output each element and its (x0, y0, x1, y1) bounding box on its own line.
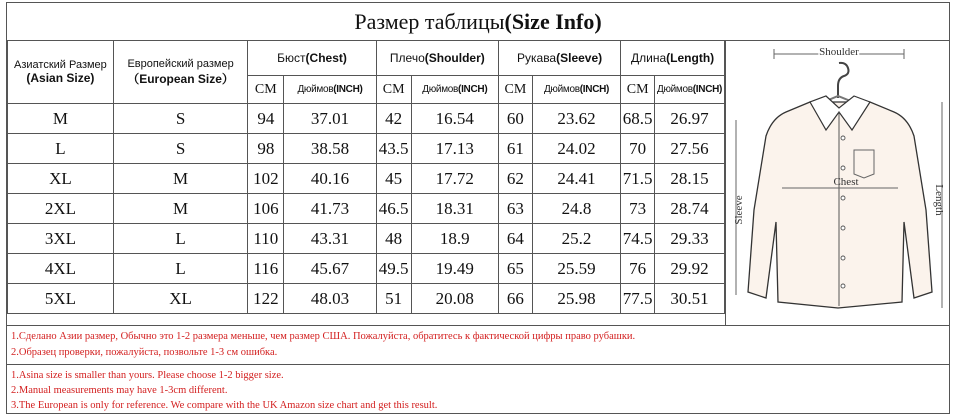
shirt-illustration (726, 40, 950, 325)
inch-unit-en: (INCH) (333, 84, 363, 95)
table-row (8, 134, 725, 164)
length-cm-cell: 71.5 (621, 164, 655, 194)
asian-size-header-en: (Asian Size) (26, 71, 95, 85)
notes-english (7, 364, 949, 413)
size-table (7, 40, 725, 314)
chest-inch-cell: 37.01 (284, 104, 376, 134)
length-cm-cell: 68.5 (621, 104, 655, 134)
inch-unit-ru: Дюймов (422, 84, 459, 95)
size-chart (6, 2, 950, 414)
length-cm-cell: 70 (621, 134, 655, 164)
length-inch-cell: 30.51 (655, 284, 725, 314)
table-row (8, 254, 725, 284)
sleeve-cm-cell: 66 (498, 284, 532, 314)
length-cm-cell: 77.5 (621, 284, 655, 314)
sleeve-header-ru: Рукава (517, 51, 557, 65)
shoulder-inch-cell: 20.08 (411, 284, 498, 314)
european-size-cell: XL (113, 284, 248, 314)
sleeve-inch-cell: 25.98 (532, 284, 620, 314)
inch-unit-en: (INCH) (579, 84, 610, 95)
chest-cm-cell: 106 (248, 194, 284, 224)
sleeve-inch-cell: 24.41 (532, 164, 620, 194)
note-ru-1: 1.Сделано Азии размер, Обычно это 1-2 размера меньше, чем размер США. Пожалуйста, обратитесь к фактической цифры право рубашки. (11, 331, 636, 342)
title-prefix: Размер таблицы (354, 8, 505, 34)
sleeve-cm-unit: CM (498, 76, 532, 104)
length-header (621, 41, 725, 76)
shoulder-header-en: (Shoulder) (424, 51, 485, 65)
length-inch-cell: 28.15 (655, 164, 725, 194)
sleeve-header-en: (Sleeve) (556, 51, 603, 65)
length-inch-unit (655, 76, 725, 104)
asian-size-cell: M (8, 104, 114, 134)
length-inch-cell: 29.33 (655, 224, 725, 254)
sleeve-inch-cell: 23.62 (532, 104, 620, 134)
shoulder-header (376, 41, 498, 76)
shoulder-cm-cell: 45 (376, 164, 411, 194)
chest-cm-cell: 122 (248, 284, 284, 314)
asian-size-cell: 5XL (8, 284, 114, 314)
sleeve-inch-cell: 25.2 (532, 224, 620, 254)
shoulder-cm-cell: 51 (376, 284, 411, 314)
inch-unit-ru: Дюймов (543, 84, 580, 95)
european-size-cell: L (113, 254, 248, 284)
length-cm-unit: CM (621, 76, 655, 104)
sleeve-inch-cell: 25.59 (532, 254, 620, 284)
shoulder-cm-cell: 43.5 (376, 134, 411, 164)
european-size-cell: S (113, 134, 248, 164)
sleeve-cm-cell: 61 (498, 134, 532, 164)
sleeve-cm-cell: 63 (498, 194, 532, 224)
notes-russian (7, 325, 949, 364)
chest-cm-cell: 116 (248, 254, 284, 284)
sleeve-inch-cell: 24.8 (532, 194, 620, 224)
shoulder-inch-cell: 19.49 (411, 254, 498, 284)
chest-inch-unit (284, 76, 376, 104)
table-row (8, 224, 725, 254)
length-cm-cell: 74.5 (621, 224, 655, 254)
shoulder-inch-cell: 17.13 (411, 134, 498, 164)
european-size-cell: M (113, 164, 248, 194)
sleeve-header (498, 41, 620, 76)
length-inch-cell: 27.56 (655, 134, 725, 164)
asian-size-cell: L (8, 134, 114, 164)
chest-header (248, 41, 376, 76)
shoulder-inch-cell: 18.9 (411, 224, 498, 254)
shirt-body (748, 102, 932, 308)
inch-unit-ru: Дюймов (656, 84, 693, 95)
length-label: Length (933, 184, 945, 216)
sleeve-inch-unit (532, 76, 620, 104)
note-en-2: 2.Manual measurements may have 1-3cm different. (11, 385, 228, 396)
european-size-cell: S (113, 104, 248, 134)
sleeve-inch-cell: 24.02 (532, 134, 620, 164)
chest-cm-cell: 102 (248, 164, 284, 194)
inch-unit-en: (INCH) (692, 84, 723, 95)
asian-size-header (8, 41, 114, 104)
asian-size-header-ru: Азиатский Размер (14, 59, 107, 71)
chest-cm-cell: 94 (248, 104, 284, 134)
shoulder-inch-cell: 17.72 (411, 164, 498, 194)
shoulder-cm-cell: 42 (376, 104, 411, 134)
chest-inch-cell: 45.67 (284, 254, 376, 284)
inch-unit-en: (INCH) (458, 84, 488, 95)
european-size-header-ru: Европейский размер (127, 57, 234, 70)
chest-header-ru: Бюст (277, 51, 306, 65)
table-row (8, 194, 725, 224)
length-header-ru: Длина (631, 51, 667, 65)
sleeve-cm-cell: 64 (498, 224, 532, 254)
shoulder-inch-unit (411, 76, 498, 104)
length-cm-cell: 76 (621, 254, 655, 284)
shoulder-cm-cell: 48 (376, 224, 411, 254)
chest-cm-cell: 110 (248, 224, 284, 254)
asian-size-cell: 3XL (8, 224, 114, 254)
length-header-en: (Length) (666, 51, 715, 65)
sleeve-cm-cell: 60 (498, 104, 532, 134)
table-row (8, 284, 725, 314)
shoulder-cm-cell: 46.5 (376, 194, 411, 224)
length-inch-cell: 26.97 (655, 104, 725, 134)
chest-inch-cell: 48.03 (284, 284, 376, 314)
european-size-cell: M (113, 194, 248, 224)
sleeve-label: Sleeve (733, 195, 745, 225)
european-size-cell: L (113, 224, 248, 254)
european-size-header-en: （European Size） (127, 71, 234, 86)
table-row (8, 104, 725, 134)
shoulder-label: Shoulder (819, 46, 859, 58)
chest-label: Chest (833, 176, 859, 188)
chest-header-en: (Chest) (305, 51, 347, 65)
shoulder-header-ru: Плечо (389, 51, 425, 65)
inch-unit-ru: Дюймов (297, 84, 334, 95)
sleeve-cm-cell: 65 (498, 254, 532, 284)
note-en-1: 1.Asina size is smaller than yours. Please choose 1-2 bigger size. (11, 370, 284, 381)
chest-cm-cell: 98 (248, 134, 284, 164)
shoulder-cm-cell: 49.5 (376, 254, 411, 284)
page-title (7, 3, 949, 41)
chest-inch-cell: 41.73 (284, 194, 376, 224)
title-bold: (Size Info) (504, 8, 602, 34)
note-ru-2: 2.Образец проверки, пожалуйста, позвольте 1-3 см ошибка. (11, 347, 278, 358)
asian-size-cell: 2XL (8, 194, 114, 224)
length-cm-cell: 73 (621, 194, 655, 224)
asian-size-cell: 4XL (8, 254, 114, 284)
shirt-diagram (725, 40, 950, 325)
shoulder-inch-cell: 18.31 (411, 194, 498, 224)
length-inch-cell: 29.92 (655, 254, 725, 284)
length-inch-cell: 28.74 (655, 194, 725, 224)
table-row (8, 164, 725, 194)
note-en-3: 3.The European is only for reference. We compare with the UK Amazon size chart and get this result. (11, 400, 438, 411)
shoulder-inch-cell: 16.54 (411, 104, 498, 134)
chest-inch-cell: 38.58 (284, 134, 376, 164)
sleeve-cm-cell: 62 (498, 164, 532, 194)
chest-cm-unit: CM (248, 76, 284, 104)
shoulder-cm-unit: CM (376, 76, 411, 104)
header-row (8, 41, 725, 76)
asian-size-cell: XL (8, 164, 114, 194)
chest-inch-cell: 43.31 (284, 224, 376, 254)
european-size-header (113, 41, 248, 104)
hanger-icon (838, 63, 849, 98)
chest-inch-cell: 40.16 (284, 164, 376, 194)
